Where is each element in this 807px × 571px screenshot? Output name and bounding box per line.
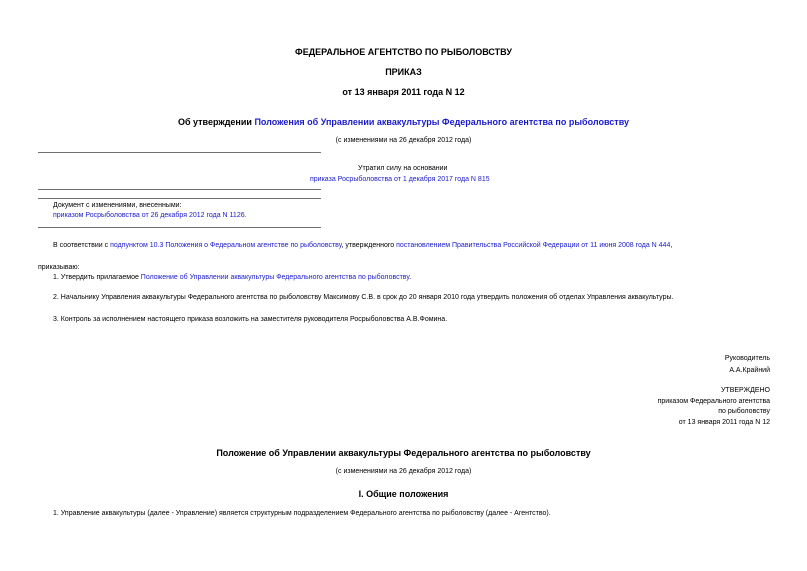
- item-1: [53, 273, 411, 282]
- divider: [38, 198, 321, 199]
- void-notice-text: Утратил силу на основании: [358, 165, 448, 172]
- divider: [38, 227, 321, 228]
- preamble-text: ,: [670, 242, 673, 249]
- doc-type: ПРИКАЗ: [385, 67, 422, 77]
- signature-name: А.А.Крайний: [729, 367, 770, 374]
- item-3: 3. Контроль за исполнением настоящего приказа возложить на заместителя руководителя Росрыболовства А.В.Фомина.: [53, 316, 448, 323]
- regulation-amendments: (с изменениями на 26 декабря 2012 года): [335, 468, 472, 475]
- item-1-text: 1. Утвердить прилагаемое: [53, 274, 141, 281]
- item-2: 2. Начальнику Управления аквакультуры Федерального агентства по рыболовству Максимову С.В. в срок до 20 января 2010 года утвердить положения об отделах Управления аквакультуры.: [53, 294, 674, 301]
- preamble: [53, 241, 672, 250]
- title-link[interactable]: Положения об Управлении аквакультуры Федерального агентства по рыболовству: [254, 117, 630, 127]
- changes-label: Документ с изменениями, внесенными:: [53, 202, 182, 209]
- regulation-paragraph-1: 1. Управление аквакультуры (далее - Управление) является структурным подразделением Федерального агентства по рыболовству (далее - Агентство).: [53, 510, 551, 517]
- orders-word: приказываю:: [38, 264, 80, 271]
- void-notice-link[interactable]: приказа Росрыболовства от 1 декабря 2017 года N 815: [310, 176, 490, 183]
- preamble-text: В соответствии с: [53, 242, 111, 249]
- regulation-title: Положение об Управлении аквакультуры Федерального агентства по рыболовству: [216, 448, 591, 458]
- approval-line-4: от 13 января 2011 года N 12: [678, 419, 770, 426]
- approval-line-3: по рыболовству: [718, 408, 770, 415]
- agency-name: ФЕДЕРАЛЬНОЕ АГЕНТСТВО ПО РЫБОЛОВСТВУ: [295, 47, 512, 57]
- doc-date: от 13 января 2011 года N 12: [342, 87, 465, 97]
- page-title: [0, 117, 807, 128]
- item-1-end: .: [409, 274, 412, 281]
- amendments-note: (с изменениями на 26 декабря 2012 года): [335, 137, 472, 144]
- preamble-text: , утвержденного: [341, 242, 397, 249]
- preamble-link-regulation[interactable]: подпунктом 10.3 Положения о Федеральном агентстве по рыболовству: [110, 242, 342, 249]
- approval-line-1: УТВЕРЖДЕНО: [720, 387, 770, 394]
- section-heading: I. Общие положения: [358, 489, 449, 499]
- changes-link[interactable]: приказом Росрыболовства от 26 декабря 2012 года N 1126.: [53, 212, 247, 219]
- divider: [38, 152, 321, 153]
- title-prefix: Об утверждении: [177, 117, 255, 127]
- approval-line-2: приказом Федерального агентства: [657, 398, 770, 405]
- divider: [38, 189, 321, 190]
- signature-role: Руководитель: [724, 355, 770, 362]
- preamble-link-decree[interactable]: постановлением Правительства Российской Федерации от 11 июня 2008 года N 444: [396, 242, 671, 249]
- item-1-link[interactable]: Положение об Управлении аквакультуры Федерального агентства по рыболовству: [140, 274, 410, 281]
